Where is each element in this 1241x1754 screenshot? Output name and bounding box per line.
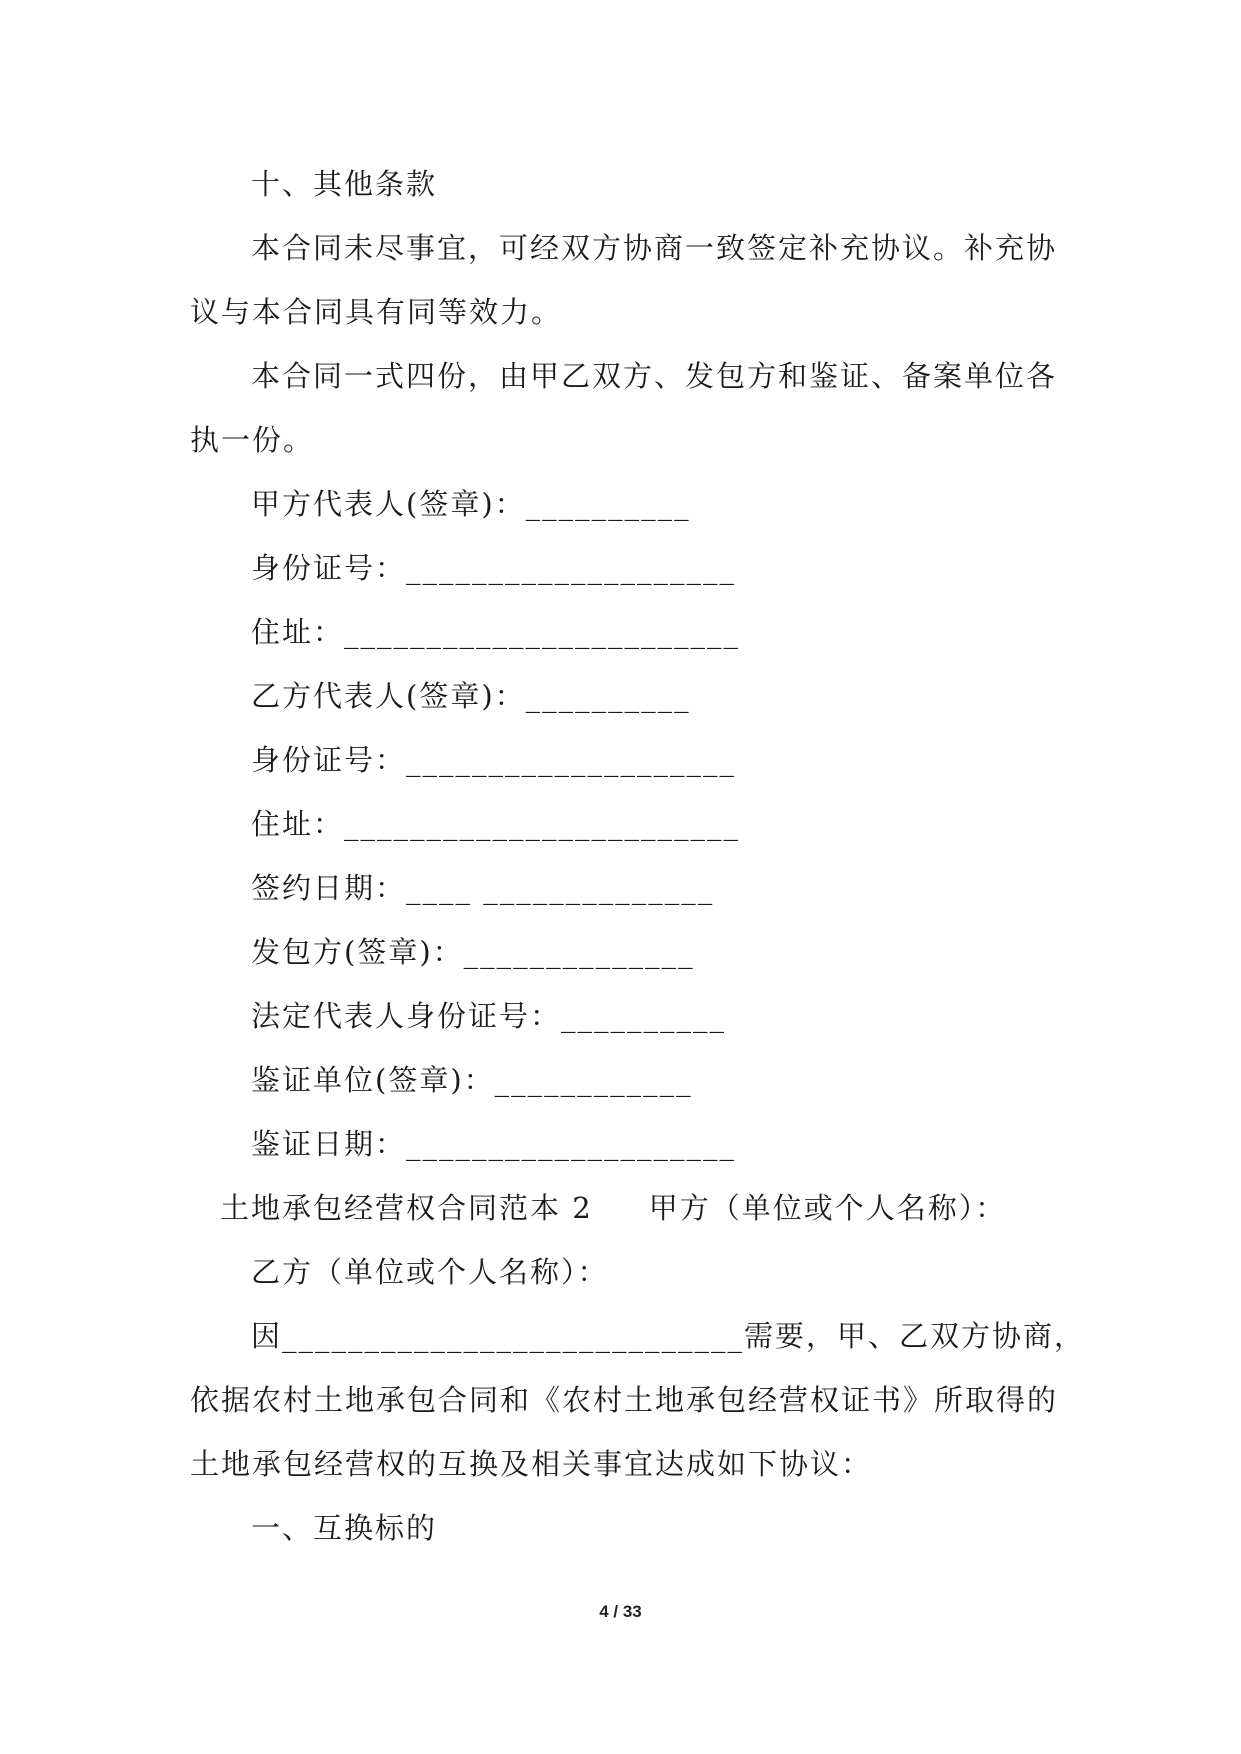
party-b-id-field: 身份证号：____________________ xyxy=(251,743,737,777)
paragraph-line: 依据农村土地承包合同和《农村土地承包经营权证书》所取得的 xyxy=(190,1383,1059,1417)
paragraph-line: 因____________________________需要，甲、乙双方协商， xyxy=(251,1319,1086,1353)
party-a-address-field: 住址：________________________ xyxy=(251,615,741,649)
party-a-representative-field: 甲方代表人(签章)：__________ xyxy=(251,487,691,521)
legal-rep-id-field: 法定代表人身份证号：__________ xyxy=(251,999,727,1033)
paragraph-line: 执一份。 xyxy=(190,423,315,457)
paragraph-line: 土地承包经营权的互换及相关事宜达成如下协议： xyxy=(190,1447,873,1481)
paragraph-line: 议与本合同具有同等效力。 xyxy=(190,295,563,329)
party-a-id-field: 身份证号：____________________ xyxy=(251,551,737,585)
section-heading-exchange-subject: 一、互换标的 xyxy=(251,1511,438,1545)
contract-template-2-heading: 土地承包经营权合同范本 2 甲方（单位或个人名称）： xyxy=(220,1191,1007,1225)
paragraph-line: 本合同未尽事宜，可经双方协商一致签定补充协议。补充协 xyxy=(251,231,1058,265)
paragraph-line: 本合同一式四份，由甲乙双方、发包方和鉴证、备案单位各 xyxy=(251,359,1058,393)
party-b-address-field: 住址：________________________ xyxy=(251,807,741,841)
signing-date-field: 签约日期：____ ______________ xyxy=(251,871,715,905)
issuer-signature-field: 发包方(签章)：______________ xyxy=(251,935,695,969)
certifier-signature-field: 鉴证单位(签章)：____________ xyxy=(251,1063,693,1097)
party-b-representative-field: 乙方代表人(签章)：__________ xyxy=(251,679,691,713)
page-number: 4 / 33 xyxy=(599,1602,642,1621)
party-b-name-line: 乙方（单位或个人名称）： xyxy=(251,1255,609,1289)
certification-date-field: 鉴证日期：____________________ xyxy=(251,1127,737,1161)
section-heading-other-terms: 十、其他条款 xyxy=(251,167,438,201)
